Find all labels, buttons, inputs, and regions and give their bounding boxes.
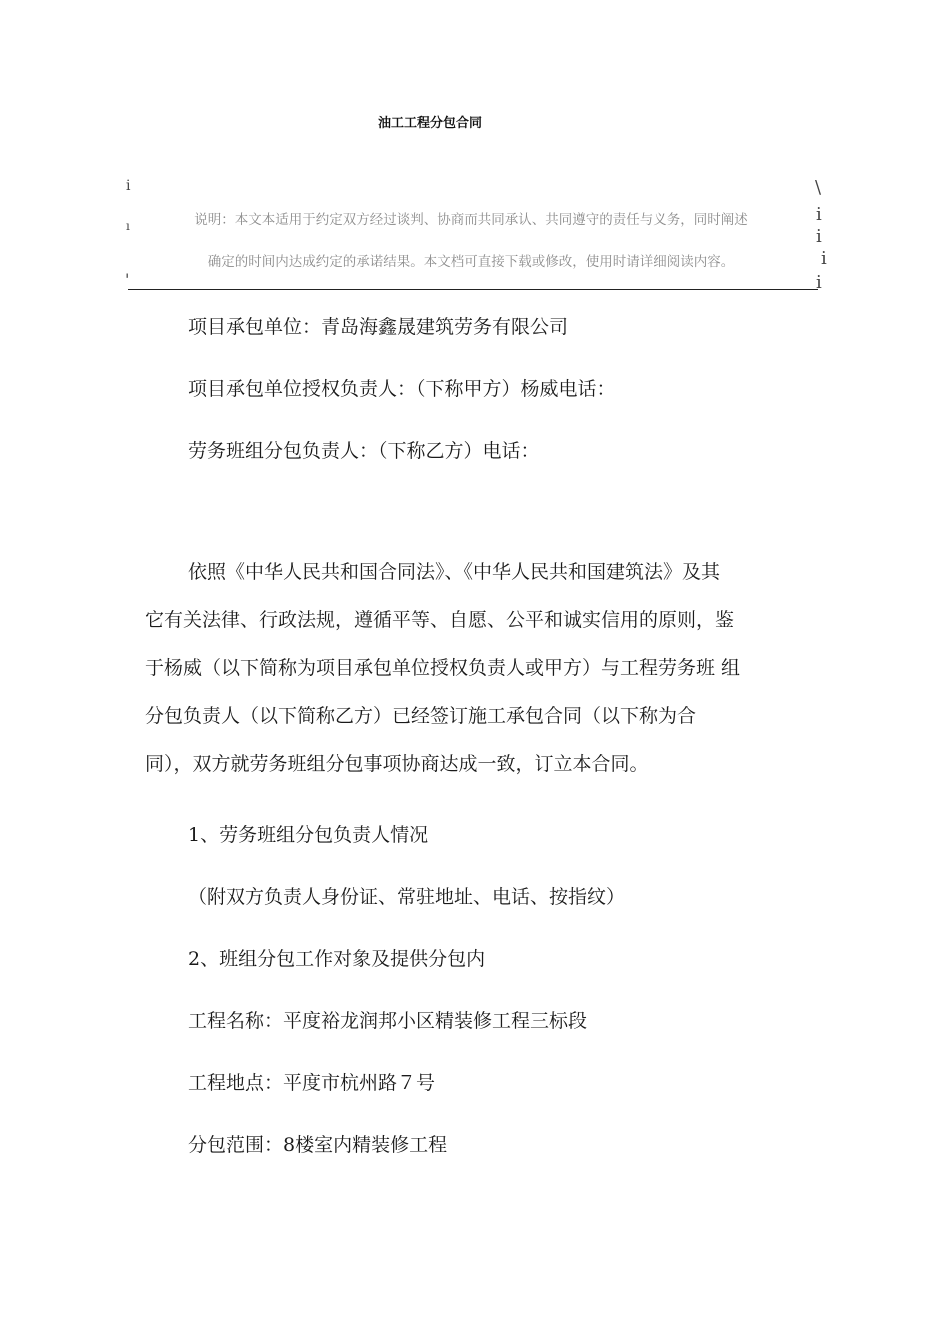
margin-mark-left-mid: ı (126, 219, 130, 233)
margin-mark-left-top: i (126, 178, 131, 194)
preamble-line: 它有关法律、行政法规，遵循平等、自愿、公平和诚实信用的原则，鉴 (145, 609, 735, 631)
usage-note (125, 176, 825, 296)
section-1-detail: （附双方负责人身份证、常驻地址、电话、按指纹） (188, 886, 626, 908)
margin-mark-right-1: i (816, 204, 822, 225)
project-name-line: 工程名称：平度裕龙润邦小区精装修工程三标段 (188, 1010, 588, 1032)
preamble-line: 于杨威（以下简称为项目承包单位授权负责人或甲方）与工程劳务班 组 (145, 657, 741, 679)
party-a-line: 项目承包单位授权负责人：（下称甲方）杨威电话： (188, 378, 616, 400)
document-title: 油工工程分包合同 (377, 116, 482, 131)
note-divider (128, 289, 818, 290)
usage-note-line-2: 确定的时间内达成约定的承诺结果。本文档可直接下载或修改，使用时请详细阅读内容。 (207, 254, 735, 270)
section-2-heading: 2、班组分包工作对象及提供分包内 (188, 948, 486, 970)
preamble-line: 依照《中华人民共和国合同法》、《中华人民共和国建筑法》及其 (188, 561, 721, 583)
party-b-line: 劳务班组分包负责人：（下称乙方）电话： (188, 440, 540, 462)
margin-mark-right-2: i (816, 226, 822, 247)
preamble (145, 550, 835, 790)
margin-mark-right-top: \ (815, 177, 822, 198)
margin-mark-right-3: i (821, 248, 827, 269)
project-location-line: 工程地点：平度市杭州路７号 (188, 1072, 436, 1094)
margin-mark-left-bottom: ' (125, 270, 130, 289)
usage-note-line-1: 说明：本文本适用于约定双方经过谈判、协商而共同承认、共同遵守的责任与义务，同时阐述 (194, 212, 748, 228)
section-1-heading: 1、劳务班组分包负责人情况 (188, 824, 429, 846)
contractor-line: 项目承包单位：青岛海鑫晟建筑劳务有限公司 (188, 316, 569, 338)
preamble-line: 同），双方就劳务班组分包事项协商达成一致，订立本合同。 (145, 753, 649, 775)
preamble-line: 分包负责人（以下简称乙方）已经签订施工承包合同（以下称为合 (145, 705, 697, 727)
scope-line: 分包范围：8楼室内精装修工程 (188, 1134, 448, 1156)
margin-mark-right-4: i (816, 272, 822, 293)
